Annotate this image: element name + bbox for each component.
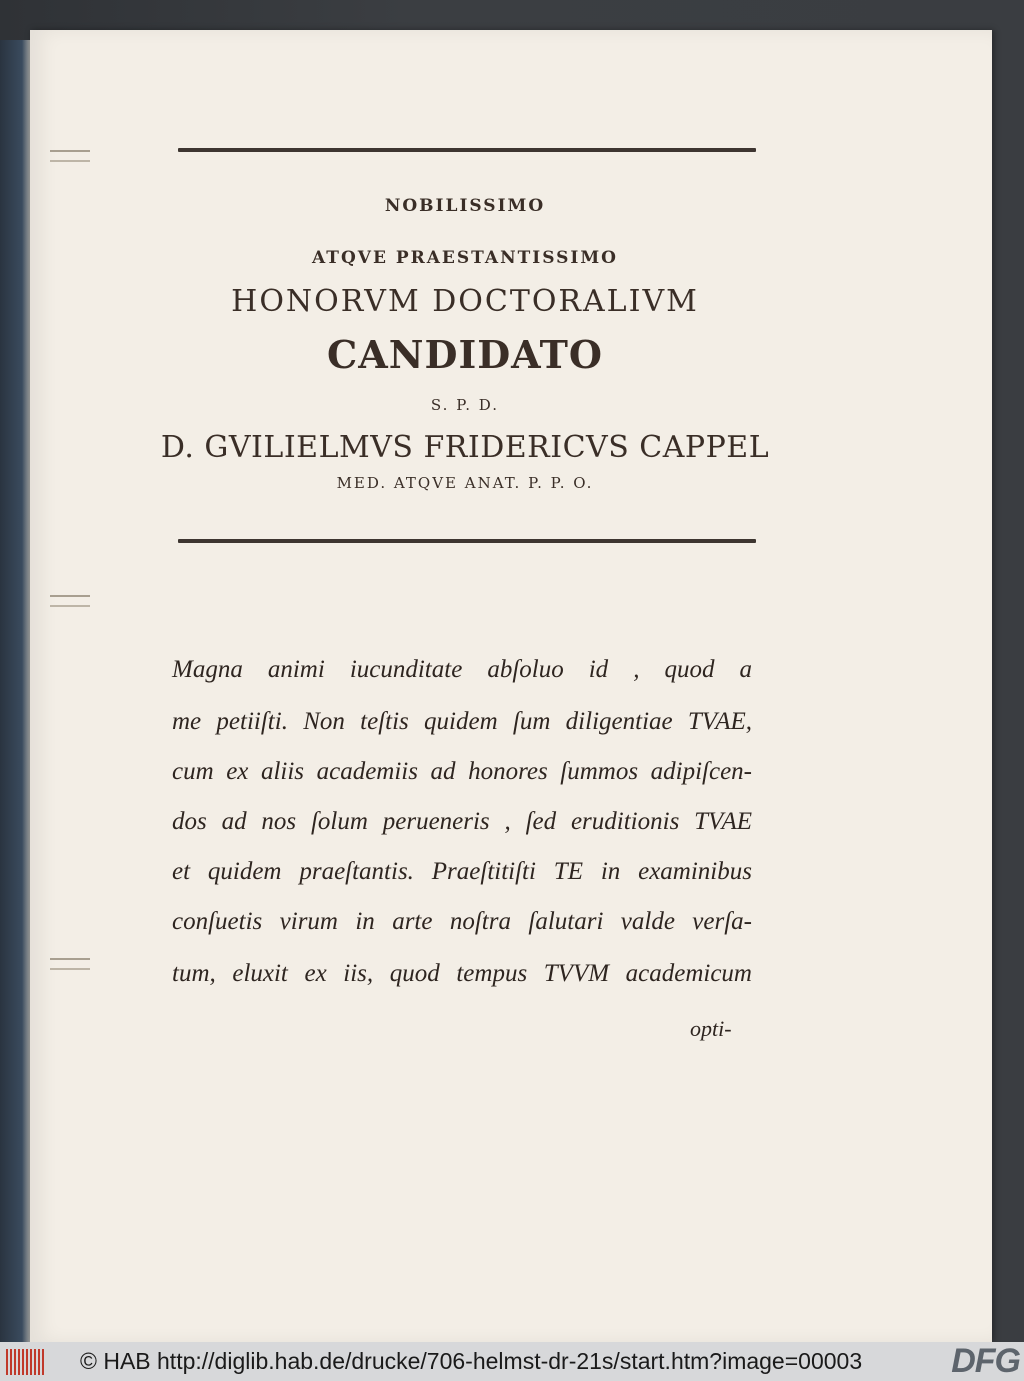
body-line: et quidem praeſtantis. Praeſtitiſti TE in examinibus [172,858,752,885]
binding-stitch [50,958,90,970]
heading-line-title: MED. ATQVE ANAT. P. P. O. [336,474,594,492]
heading-line-candidato: CANDIDATO [327,332,603,377]
binding-stitch [50,595,90,607]
heading-line-spd: S. P. D. [430,396,500,414]
copyright-link[interactable]: © HAB http://diglib.hab.de/drucke/706-helmst-dr-21s/start.htm?image=00003 [80,1348,863,1374]
catchword: opti- [690,1016,732,1041]
barcode-icon [6,1347,52,1377]
body-line: cum ex aliis academiis ad honores ſummos adipiſcen- [172,758,752,785]
heading-line-atque: ATQVE PRAESTANTISSIMO [312,248,618,268]
dfg-logo: DFG [951,1342,1020,1380]
document-page [30,30,992,1342]
bottom-rule [178,539,756,543]
top-rule [178,148,756,152]
viewer-footer [0,1342,1024,1381]
body-line: conſuetis virum in arte noſtra ſalutari valde verſa- [172,908,752,935]
body-line: Magna animi iucunditate abſoluo id , quod a [172,656,752,683]
body-line: me petiiſti. Non teſtis quidem ſum diligentiae TVAE, [172,708,752,735]
binding-stitch [50,150,90,162]
heading-line-honorum: HONORVM DOCTORALIVM [231,284,699,319]
heading-line-nobilissimo: NOBILISSIMO [384,196,546,216]
heading-line-author: D. GVILIELMVS FRIDERICVS CAPPEL [160,430,770,465]
body-line: tum, eluxit ex iis, quod tempus TVVM academicum [172,960,752,987]
body-line: dos ad nos ſolum perueneris , ſed eruditionis TVAE [172,808,752,835]
